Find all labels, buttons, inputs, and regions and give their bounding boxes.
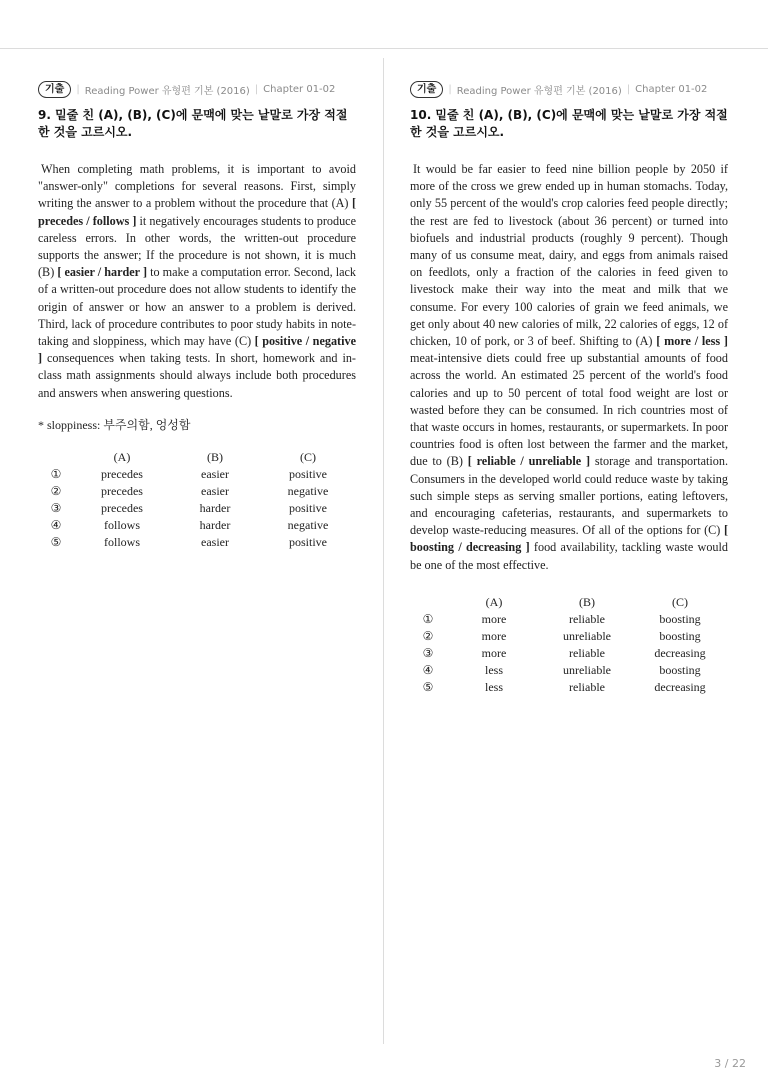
passage-text: meat-intensive diets could free up substantial amounts of food across the world. An estimated 25 percent of the world's food calories and up to 50 percent of total food weight are lost or wasted before they can be consumed. In rich countries most of that waste occurs in homes, restaurants, or supermarkets. In poor countries food is often lost between the farmer and the market, due to (B) [410, 351, 728, 469]
page-number: 3 / 22 [714, 1057, 746, 1070]
option-row[interactable] [410, 679, 728, 696]
option-a: more [481, 645, 507, 660]
question-meta [38, 80, 356, 98]
header-c: (C) [672, 594, 688, 609]
option-row[interactable] [38, 534, 356, 551]
source-badge: 기출 [410, 81, 443, 98]
option-a: precedes [101, 466, 143, 481]
passage-text: It would be far easier to feed nine billion people by 2050 if more of the cross we grew ended up in human stomachs. Today, only 55 percent of the would's crop calories feed people directly; the rest are fed to livestock (about 36 percent) or turned into biofuels and industrial products (roughly 9 percent). Though many of us consume meat, dairy, and eggs from animals raised on feedlots, only a fraction of the calories in feed given to livestock make their way into the meat and milk that we consume. For every 100 calories of grain we feed animals, we get only about 40 new calories of milk, 22 calories of eggs, 12 of chicken, 10 of pork, or 3 of beef. Shifting to (A) [410, 162, 728, 349]
option-a: precedes [101, 500, 143, 515]
question-9 [38, 80, 356, 551]
option-number[interactable]: ⑤ [50, 534, 62, 549]
option-c: positive [289, 500, 327, 515]
options-header [38, 449, 356, 466]
source-badge: 기출 [38, 81, 71, 98]
passage-text: to make a computation error. Second, lack of a written-out procedure does not allow students to identify the origin of answer or how an answer to a problem is derived. Third, lack of procedure contributes to poor study habits in note-taking and sloppiness, which may have (C) [38, 265, 357, 349]
option-c: negative [287, 517, 329, 532]
header-a: (A) [113, 449, 131, 464]
source-book: Reading Power 유형편 기본 (2016) [456, 85, 622, 97]
option-b: reliable [569, 679, 605, 694]
question-title: 9. 밑줄 친 (A), (B), (C)에 문맥에 맞는 낱말로 가장 적절한 것을 고르시오. [38, 108, 348, 139]
option-b: harder [199, 517, 231, 532]
header-a: (A) [485, 594, 503, 609]
option-a: follows [104, 517, 140, 532]
option-row[interactable] [38, 483, 356, 500]
source-chapter: Chapter 01-02 [635, 83, 708, 95]
option-number[interactable]: ③ [50, 500, 62, 515]
passage-text: it negatively encourages students to produce careless errors. In other words, the written-out procedure supports the answer; If the procedure is not shown, it is much (B) [38, 213, 357, 280]
passage-text: When completing math problems, it is important to avoid "answer-only" completions for several reasons. First, simply writing the answer to a problem without the procedure that (A) [38, 162, 356, 211]
question-passage [410, 161, 728, 574]
option-c: positive [289, 534, 327, 549]
vocabulary-note: * sloppiness: 부주의함, 엉성함 [38, 417, 191, 432]
option-a: less [485, 662, 503, 677]
meta-separator: | [254, 83, 259, 95]
choice-bracket-c: [ boosting / decreasing ] [410, 523, 728, 555]
question-10 [410, 80, 728, 696]
option-a: follows [104, 534, 140, 549]
meta-separator: | [626, 83, 631, 95]
option-number[interactable]: ③ [422, 645, 434, 660]
choice-bracket-c: [ positive / negative ] [38, 334, 356, 366]
options-header [410, 594, 728, 611]
passage-text: storage and transportation. Consumers in the developed world could reduce waste by taking such simple steps as serving smaller portions, eating leftovers, and encouraging cafeterias, restaurants, and supermarkets to develop waste-reducing measures. Of all of the options for (C) [410, 454, 729, 538]
header-c: (C) [300, 449, 316, 464]
passage-text: consequences when taking tests. In short, homework and in-class math assignments should always include both procedures and answers when answering questions. [38, 351, 356, 400]
option-number[interactable]: ⑤ [422, 679, 434, 694]
option-a: less [485, 679, 503, 694]
option-a: precedes [101, 483, 143, 498]
option-b: reliable [569, 611, 605, 626]
option-number[interactable]: ④ [50, 517, 62, 532]
option-b: easier [201, 534, 229, 549]
option-b: unreliable [563, 662, 611, 677]
option-c: decreasing [654, 645, 706, 660]
option-number[interactable]: ② [50, 483, 62, 498]
source-book: Reading Power 유형편 기본 (2016) [84, 85, 250, 97]
option-number[interactable]: ② [422, 628, 434, 643]
option-b: harder [199, 500, 231, 515]
header-b: (B) [207, 449, 223, 464]
question-meta [410, 80, 728, 98]
option-c: boosting [659, 628, 701, 643]
option-number[interactable]: ① [422, 611, 434, 626]
top-rule [0, 48, 768, 49]
option-number[interactable]: ① [50, 466, 62, 481]
option-c: boosting [659, 611, 701, 626]
option-row[interactable] [38, 517, 356, 534]
option-number[interactable]: ④ [422, 662, 434, 677]
header-b: (B) [579, 594, 595, 609]
choice-bracket-b: [ reliable / unreliable ] [467, 454, 591, 469]
passage-text: food availability, tackling waste would be one of the most effective. [410, 540, 728, 572]
choice-bracket-a: [ precedes / follows ] [38, 196, 356, 228]
option-b: unreliable [563, 628, 611, 643]
option-c: decreasing [654, 679, 706, 694]
option-row[interactable] [410, 628, 728, 645]
option-row[interactable] [410, 662, 728, 679]
option-c: negative [287, 483, 329, 498]
option-b: reliable [569, 645, 605, 660]
answer-options [38, 449, 356, 551]
option-a: more [481, 628, 507, 643]
question-passage [38, 161, 356, 402]
option-b: easier [201, 466, 229, 481]
source-chapter: Chapter 01-02 [263, 83, 336, 95]
meta-separator: | [76, 83, 80, 95]
option-a: more [481, 611, 507, 626]
option-row[interactable] [38, 500, 356, 517]
question-title: 10. 밑줄 친 (A), (B), (C)에 문맥에 맞는 낱말로 가장 적절한 것을 고르시오. [410, 108, 728, 139]
option-b: easier [201, 483, 229, 498]
column-divider [383, 58, 384, 1044]
answer-options [410, 594, 728, 696]
meta-separator: | [448, 83, 452, 95]
choice-bracket-a: [ more / less ] [656, 334, 728, 349]
option-row[interactable] [410, 645, 728, 662]
choice-bracket-b: [ easier / harder ] [57, 265, 148, 280]
option-row[interactable] [38, 466, 356, 483]
option-c: boosting [659, 662, 701, 677]
option-row[interactable] [410, 611, 728, 628]
option-c: positive [289, 466, 327, 481]
